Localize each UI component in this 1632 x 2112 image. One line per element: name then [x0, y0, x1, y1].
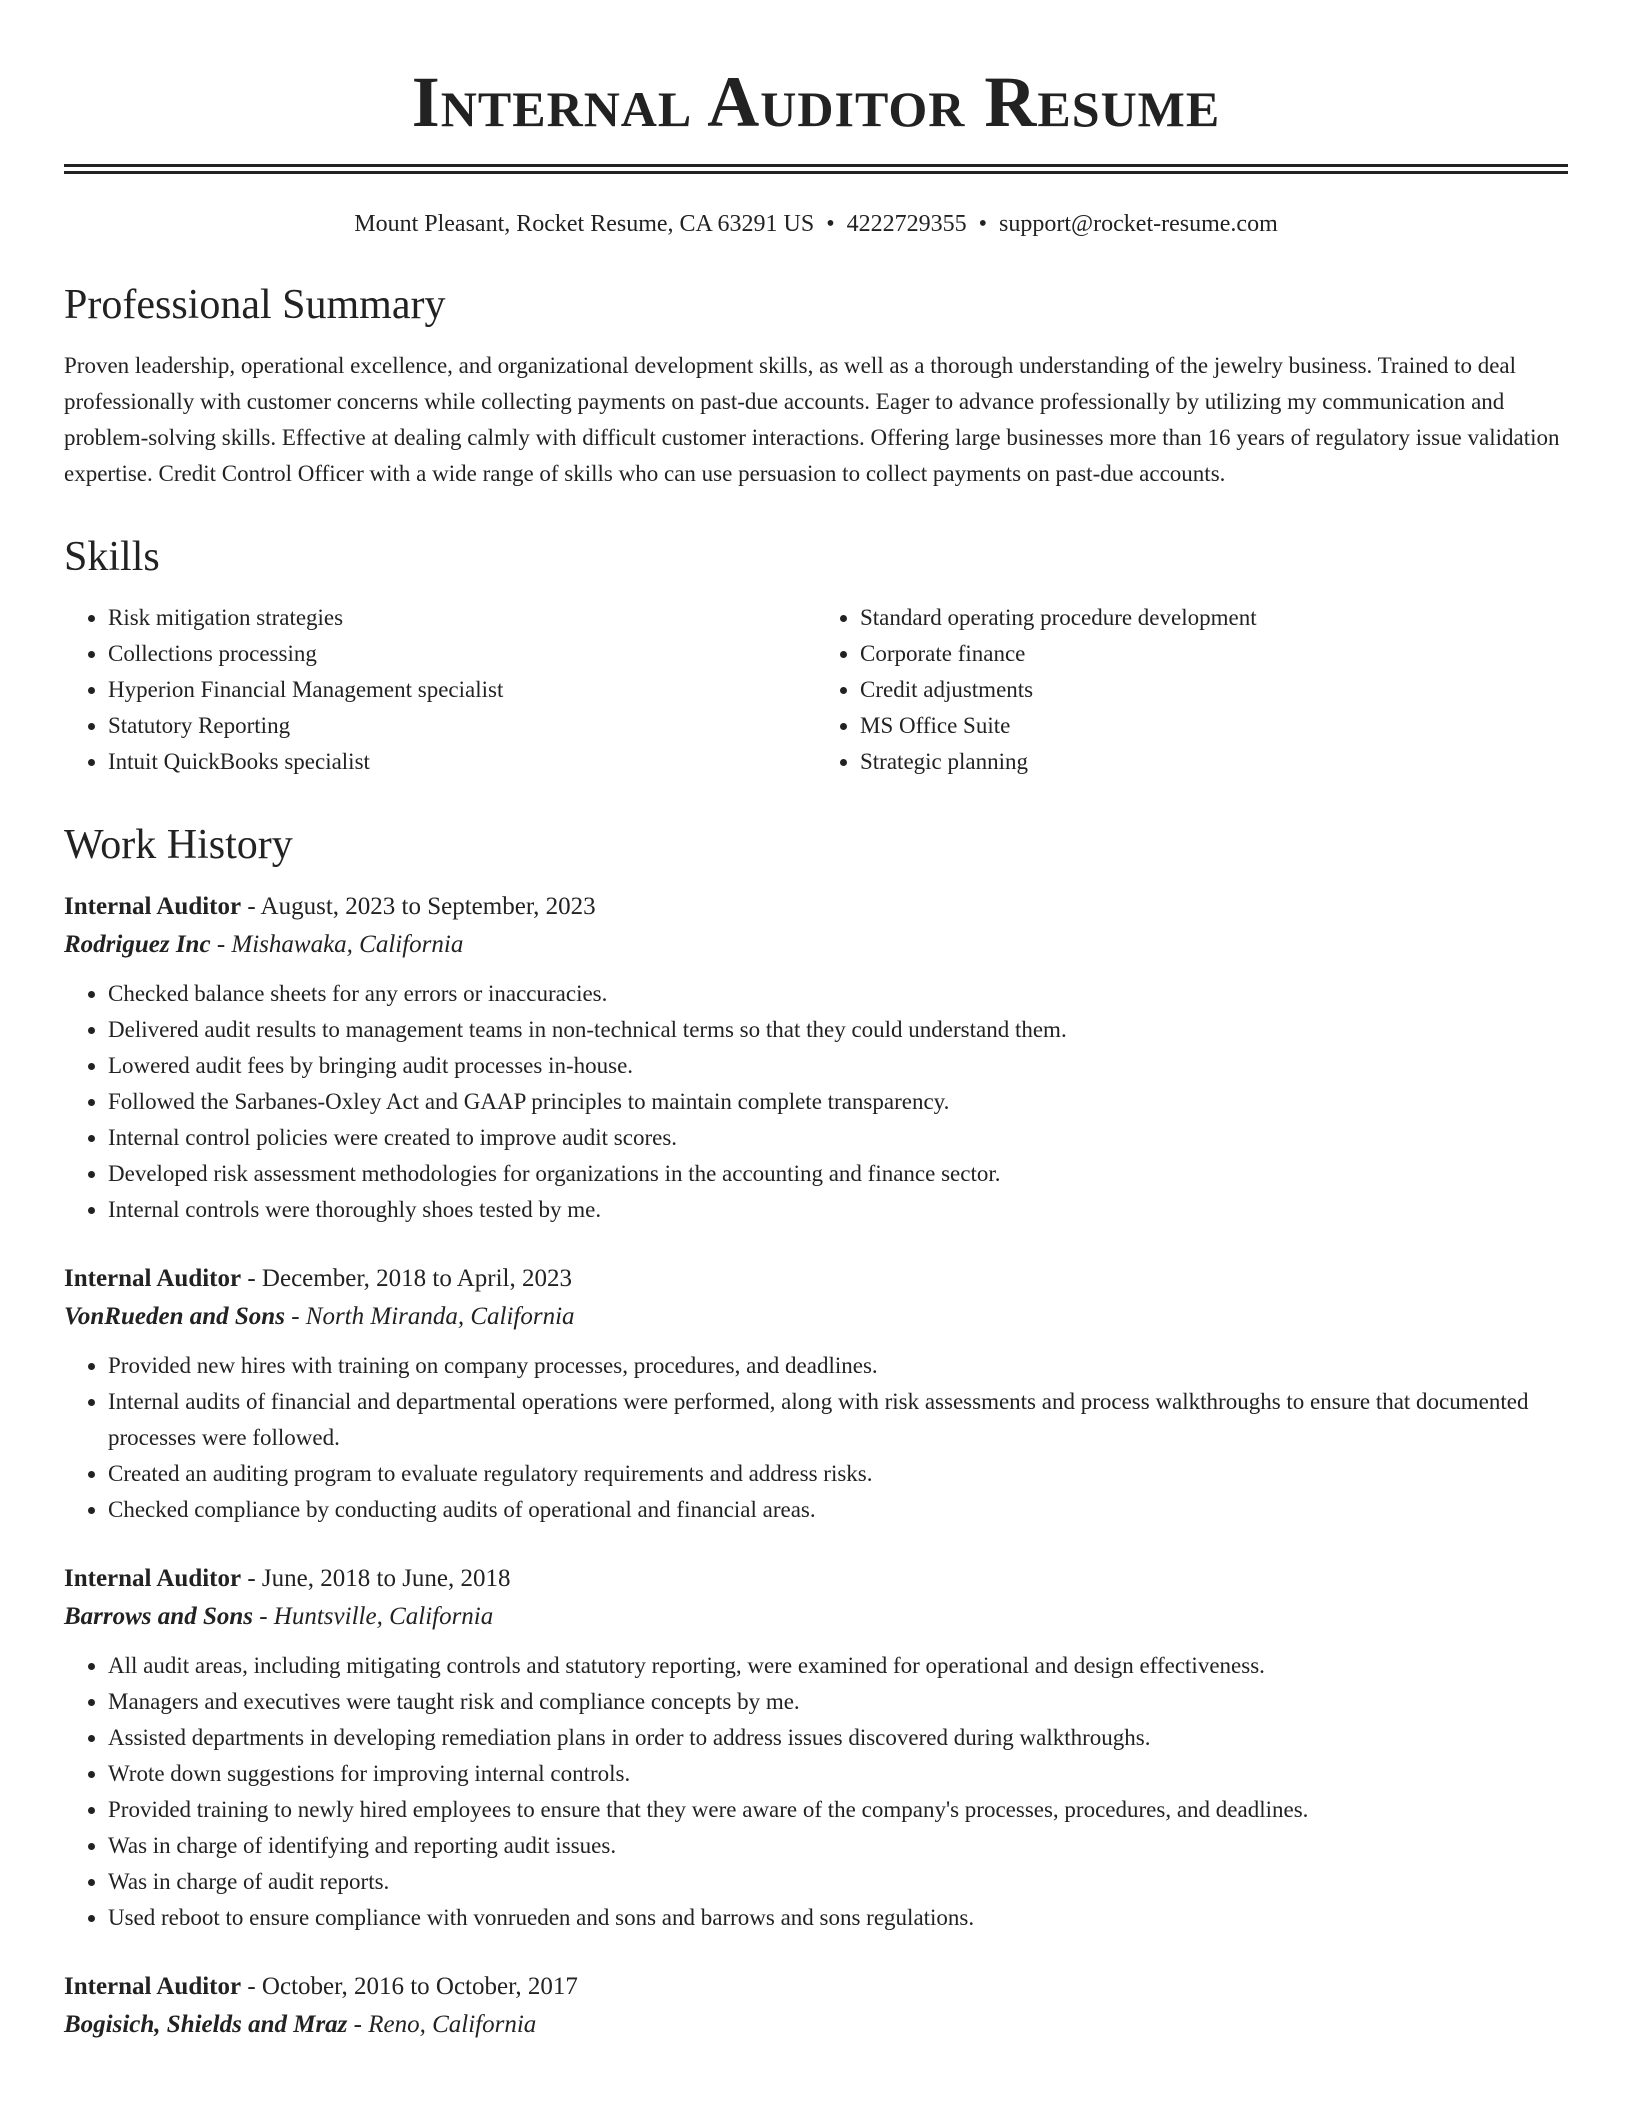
duty-item: • Provided training to newly hired employees to ensure that they were aware of the company's processes, procedures, and deadlines.: [108, 1792, 1568, 1828]
job-location: - North Miranda, California: [284, 1303, 575, 1330]
skill-item: • Risk mitigation strategies: [108, 600, 816, 636]
job-dates: - June, 2018 to June, 2018: [241, 1565, 511, 1592]
job-role: Internal Auditor: [64, 1973, 242, 2000]
job-dates: - December, 2018 to April, 2023: [241, 1265, 572, 1292]
job-title-line: [64, 1560, 1568, 1598]
duty-item: • Delivered audit results to management teams in non-technical terms so that they could understand them.: [108, 1012, 1568, 1048]
job-role: Internal Auditor: [64, 893, 242, 920]
job-role: Internal Auditor: [64, 1565, 242, 1592]
duty-item: • Internal audits of financial and departmental operations were performed, along with risk assessments and process walkthroughs to ensure that documented processes were followed.: [108, 1384, 1568, 1456]
job-company-line: [64, 1298, 1568, 1336]
duty-item: • Was in charge of identifying and reporting audit issues.: [108, 1828, 1568, 1864]
contact-separator: •: [826, 211, 835, 237]
job-entry: [64, 888, 1568, 1228]
summary-text: Proven leadership, operational excellence, and organizational development skills, as well as a thorough understanding of the jewelry business. Trained to deal professionally with customer concerns while collecting payments on past-due accounts. Eager to advance professionally by utilizing my communication and problem-solving skills. Effective at dealing calmly with difficult customer interactions. Offering large businesses more than 16 years of regulatory issue validation expertise. Credit Control Officer with a wide range of skills who can use persuasion to collect payments on past-due accounts.: [64, 353, 1560, 486]
skill-item: • Credit adjustments: [860, 672, 1568, 708]
skill-item: • Corporate finance: [860, 636, 1568, 672]
contact-phone: 4222729355: [846, 211, 967, 237]
job-entry: [64, 1260, 1568, 1528]
job-company: VonRueden and Sons: [64, 1303, 285, 1330]
skill-item: • Hyperion Financial Management specialist: [108, 672, 816, 708]
skills-list: [64, 600, 1568, 780]
duty-item: • Checked compliance by conducting audits of operational and financial areas.: [108, 1492, 1568, 1528]
contact-email: support@rocket-resume.com: [999, 211, 1278, 237]
job-entry: [64, 1560, 1568, 1936]
contact-separator: •: [978, 211, 988, 237]
job-location: - Huntsville, California: [252, 1603, 494, 1630]
duty-item: • Was in charge of audit reports.: [108, 1864, 1568, 1900]
job-location: - Mishawaka, California: [210, 931, 464, 958]
job-company-line: [64, 1598, 1568, 1636]
duty-item: • Used reboot to ensure compliance with vonrueden and sons and barrows and sons regulations.: [108, 1900, 1568, 1936]
title-double-rule: [64, 164, 1568, 174]
skill-item: • Strategic planning: [860, 744, 1568, 780]
duty-item: • Internal control policies were created to improve audit scores.: [108, 1120, 1568, 1156]
job-company: Bogisich, Shields and Mraz: [64, 2011, 348, 2038]
resume-title: Internal Auditor Resume: [411, 62, 1221, 142]
duty-item: • Managers and executives were taught risk and compliance concepts by me.: [108, 1684, 1568, 1720]
duty-item: • Wrote down suggestions for improving internal controls.: [108, 1756, 1568, 1792]
duty-item: • Lowered audit fees by bringing audit processes in-house.: [108, 1048, 1568, 1084]
job-role: Internal Auditor: [64, 1265, 242, 1292]
duty-item: • Created an auditing program to evaluate regulatory requirements and address risks.: [108, 1456, 1568, 1492]
skill-item: • Standard operating procedure development: [860, 600, 1568, 636]
job-title-line: [64, 888, 1568, 926]
job-duties: [64, 1648, 1568, 1936]
duty-item: • Developed risk assessment methodologies for organizations in the accounting and finance sector.: [108, 1156, 1568, 1192]
job-duties: [64, 976, 1568, 1228]
job-company: Barrows and Sons: [64, 1603, 253, 1630]
contact-line: [64, 208, 1568, 240]
job-dates: - August, 2023 to September, 2023: [241, 893, 596, 920]
duty-item: • Followed the Sarbanes-Oxley Act and GAAP principles to maintain complete transparency.: [108, 1084, 1568, 1120]
skills-column-right: [816, 600, 1568, 780]
contact-address: Mount Pleasant, Rocket Resume, CA 63291 US: [354, 211, 815, 237]
duty-item: • Internal controls were thoroughly shoes tested by me.: [108, 1192, 1568, 1228]
skill-item: • Intuit QuickBooks specialist: [108, 744, 816, 780]
job-location: - Reno, California: [347, 2011, 537, 2038]
skill-item: • MS Office Suite: [860, 708, 1568, 744]
job-company-line: [64, 2006, 1568, 2044]
duty-item: • Checked balance sheets for any errors or inaccuracies.: [108, 976, 1568, 1012]
duty-item: • Assisted departments in developing remediation plans in order to address issues discovered during walkthroughs.: [108, 1720, 1568, 1756]
duty-item: • Provided new hires with training on company processes, procedures, and deadlines.: [108, 1348, 1568, 1384]
skill-item: • Collections processing: [108, 636, 816, 672]
work-history-heading: Work History: [64, 822, 293, 868]
job-title-line: [64, 1968, 1568, 2006]
job-dates: - October, 2016 to October, 2017: [241, 1973, 578, 2000]
job-entry: [64, 1968, 1568, 2044]
job-title-line: [64, 1260, 1568, 1298]
skills-heading: Skills: [64, 534, 160, 580]
skill-item: • Statutory Reporting: [108, 708, 816, 744]
duty-item: • All audit areas, including mitigating controls and statutory reporting, were examined for operational and design effectiveness.: [108, 1648, 1568, 1684]
job-duties: [64, 1348, 1568, 1528]
job-company-line: [64, 926, 1568, 964]
summary-heading: Professional Summary: [64, 282, 446, 328]
skills-column-left: [64, 600, 816, 780]
job-company: Rodriguez Inc: [64, 931, 211, 958]
